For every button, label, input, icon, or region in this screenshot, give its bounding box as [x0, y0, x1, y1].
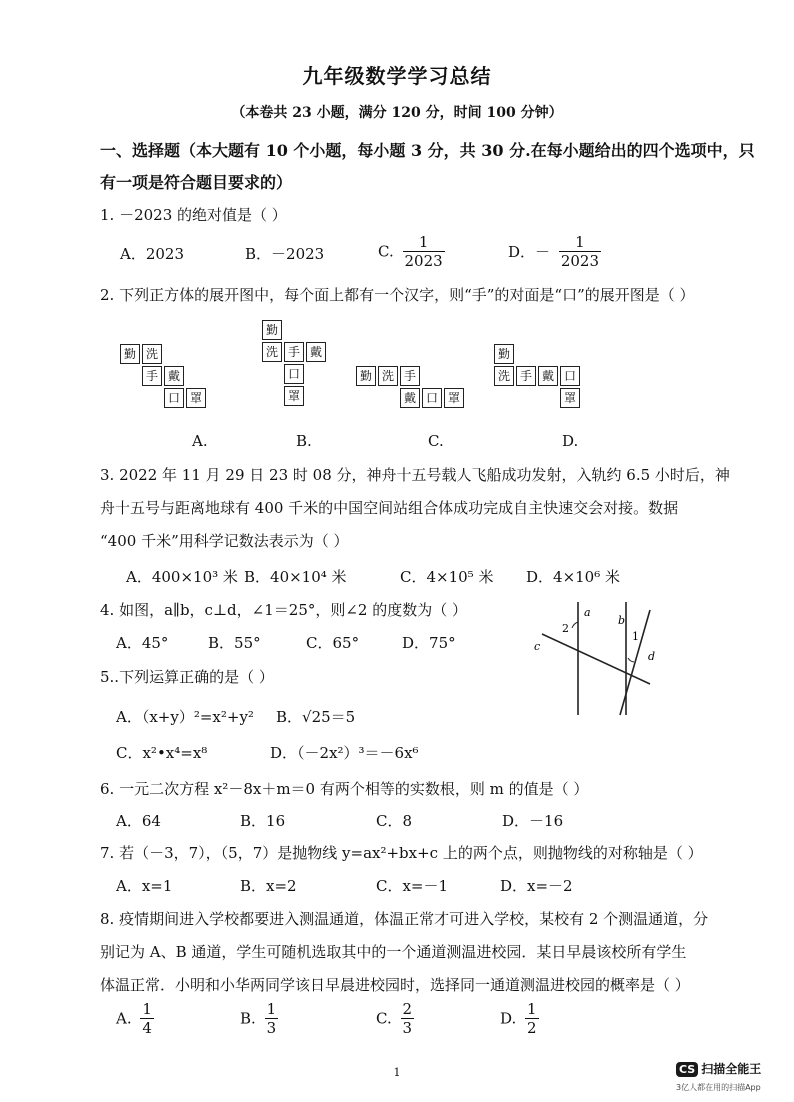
q3-option-c: C．4×10⁵ 米: [400, 568, 494, 586]
q1-stem: 1. －2023 的绝对值是（ ）: [100, 206, 287, 224]
q2-label-a: A.: [192, 432, 208, 450]
q1-option-c-fraction: [403, 233, 445, 270]
scanner-brand-name: 扫描全能王: [701, 1062, 762, 1076]
q1-option-d-numerator: 1: [575, 233, 585, 251]
q8-option-d-label: D.: [500, 1009, 517, 1028]
q6-stem: 6. 一元二次方程 x²－8x＋m＝0 有两个相等的实数根，则 m 的值是（ ）: [100, 780, 589, 798]
page-number: 1: [393, 1066, 401, 1079]
net-cell: 戴: [538, 366, 558, 386]
q8-option-a-denominator: 4: [142, 1019, 152, 1037]
q1-option-c-denominator: 2023: [404, 252, 443, 270]
q3-option-a: A．400×10³ 米: [126, 568, 238, 586]
net-cell: 勤: [120, 344, 140, 364]
q8-option-c-denominator: 3: [402, 1019, 413, 1037]
q8-option-d-fraction: [525, 1000, 539, 1037]
q5-option-a: A．（x+y）²=x²+y²: [116, 708, 254, 726]
q3-line2: 舟十五号与距离地球有 400 千米的中国空间站组合体成功完成自主快速交会对接。数据: [100, 499, 679, 517]
q6-option-b: B．16: [240, 812, 286, 830]
section-heading-line1: 一、选择题（本大题有 10 个小题，每小题 3 分，共 30 分.在每小题给出的四个选项中，只: [100, 141, 755, 160]
q8-line3: 体温正常．小明和小华两同学该日早晨进校园时，选择同一通道测温进校园的概率是（ ）: [100, 976, 690, 994]
q5-stem: 5..下列运算正确的是（ ）: [100, 668, 274, 686]
q8-option-b: [240, 1000, 278, 1037]
q4-option-a: A．45°: [116, 634, 169, 652]
page-title: 九年级数学学习总结: [302, 64, 492, 88]
q8-option-a-fraction: [140, 1000, 154, 1037]
q6-option-d: D．－16: [502, 812, 564, 830]
net-cell: 手: [400, 366, 420, 386]
net-cell: 口: [422, 388, 442, 408]
q5-option-b-label: B．: [276, 708, 303, 726]
label-c: c: [534, 640, 541, 653]
net-cell: 勤: [262, 320, 282, 340]
section-heading-line2: 有一项是符合题目要求的）: [100, 173, 293, 192]
net-cell: 勤: [356, 366, 376, 386]
q8-option-c-label: C.: [376, 1009, 392, 1028]
net-cell: 罩: [444, 388, 464, 408]
net-cell: 口: [164, 388, 184, 408]
label-angle-1: 1: [632, 630, 639, 643]
scanner-logo-icon: CS: [676, 1062, 698, 1077]
angle-2-arc: [572, 622, 578, 628]
q4-stem: 4. 如图，a∥b，c⊥d，∠1＝25°，则∠2 的度数为（ ）: [100, 601, 468, 619]
scanner-watermark: [676, 1060, 761, 1077]
q5-option-d: D．（－2x²）³＝－6x⁶: [270, 744, 419, 762]
q1-option-d-fraction: [559, 233, 601, 270]
net-cell: 洗: [262, 342, 282, 362]
net-cell: 罩: [560, 388, 580, 408]
net-cell: 戴: [306, 342, 326, 362]
net-cell: 手: [142, 366, 162, 386]
net-cell: 罩: [186, 388, 206, 408]
q5-option-b: [276, 706, 355, 727]
q8-option-d-denominator: 2: [527, 1019, 537, 1037]
label-b: b: [618, 614, 626, 627]
q2-label-c: C.: [428, 432, 444, 450]
label-a: a: [584, 606, 591, 619]
q7-option-a: A．x=1: [116, 877, 173, 895]
q8-option-d-numerator: 1: [527, 1000, 537, 1018]
q8-option-b-denominator: 3: [266, 1019, 277, 1037]
q8-option-a: [116, 1000, 154, 1037]
net-cell: 口: [560, 366, 580, 386]
net-cell: 洗: [494, 366, 514, 386]
q2-stem: 2. 下列正方体的展开图中，每个面上都有一个汉字，则“手”的对面是“口”的展开图是（ ）: [100, 286, 695, 304]
q8-option-a-numerator: 1: [142, 1000, 152, 1018]
net-cell: 洗: [142, 344, 162, 364]
q6-option-a: A．64: [116, 812, 161, 830]
q3-line1: 3. 2022 年 11 月 29 日 23 时 08 分，神舟十五号载人飞船成功发射，入轨约 6.5 小时后，神: [100, 466, 730, 484]
q1-option-c-numerator: 1: [418, 233, 429, 251]
q7-option-b: B．x=2: [240, 877, 297, 895]
q8-option-c-numerator: 2: [402, 1000, 413, 1018]
q8-option-d: [500, 1000, 539, 1037]
q8-line2: 别记为 A、B 通道，学生可随机选取其中的一个通道测温进校园．某日早晨该校所有学生: [100, 943, 687, 961]
q8-option-c: [376, 1000, 414, 1037]
q8-option-b-fraction: [265, 1000, 279, 1037]
q8-option-a-label: A.: [116, 1009, 132, 1028]
q6-option-c: C．8: [376, 812, 413, 830]
q1-option-c: [378, 233, 445, 270]
label-d: d: [648, 650, 656, 663]
q1-option-d-denominator: 2023: [560, 252, 599, 270]
net-cell: 戴: [400, 388, 420, 408]
q2-label-b: B.: [296, 432, 312, 450]
net-cell: 戴: [164, 366, 184, 386]
q5-option-b-expr: √25＝5: [302, 708, 356, 726]
q1-option-d-label: D．－: [508, 243, 551, 261]
label-angle-2: 2: [562, 622, 569, 635]
q7-stem: 7. 若（－3，7），（5，7）是抛物线 y=ax²+bx+c 上的两个点，则抛物线的对称轴是（ ）: [100, 844, 703, 862]
net-cell: 勤: [494, 344, 514, 364]
page-subtitle: （本卷共 23 小题，满分 120 分，时间 100 分钟）: [231, 105, 563, 121]
net-cell: 口: [284, 364, 304, 384]
q3-option-d: D．4×10⁶ 米: [526, 568, 621, 586]
net-cell: 手: [284, 342, 304, 362]
q4-option-d: D．75°: [402, 634, 456, 652]
angle-1-arc: [628, 658, 634, 662]
net-cell: 罩: [284, 386, 304, 406]
q2-label-d: D.: [562, 432, 579, 450]
q8-option-c-fraction: [401, 1000, 415, 1037]
q1-option-c-label: C.: [378, 242, 394, 261]
q4-option-b: B．55°: [208, 634, 261, 652]
q7-option-d: D．x=－2: [500, 877, 573, 895]
q8-option-b-label: B.: [240, 1009, 256, 1028]
q3-line3: “400 千米”用科学记数法表示为（ ）: [100, 532, 349, 550]
net-cell: 手: [516, 366, 536, 386]
q8-line1: 8. 疫情期间进入学校都要进入测温通道，体温正常才可进入学校，某校有 2 个测温通道，分: [100, 910, 709, 928]
q3-option-b: B．40×10⁴ 米: [244, 568, 347, 586]
scanner-tagline: 3亿人都在用的扫描App: [676, 1083, 761, 1092]
q1-option-b: B．－2023: [245, 245, 325, 263]
q7-option-c: C．x=－1: [376, 877, 449, 895]
q5-option-c: C．x²•x⁴=x⁸: [116, 744, 208, 762]
q1-option-a: A．2023: [120, 245, 185, 263]
q8-option-b-numerator: 1: [266, 1000, 277, 1018]
q1-option-d: [508, 233, 601, 270]
q4-figure: [530, 600, 680, 720]
net-cell: 洗: [378, 366, 398, 386]
q4-option-c: C．65°: [306, 634, 360, 652]
